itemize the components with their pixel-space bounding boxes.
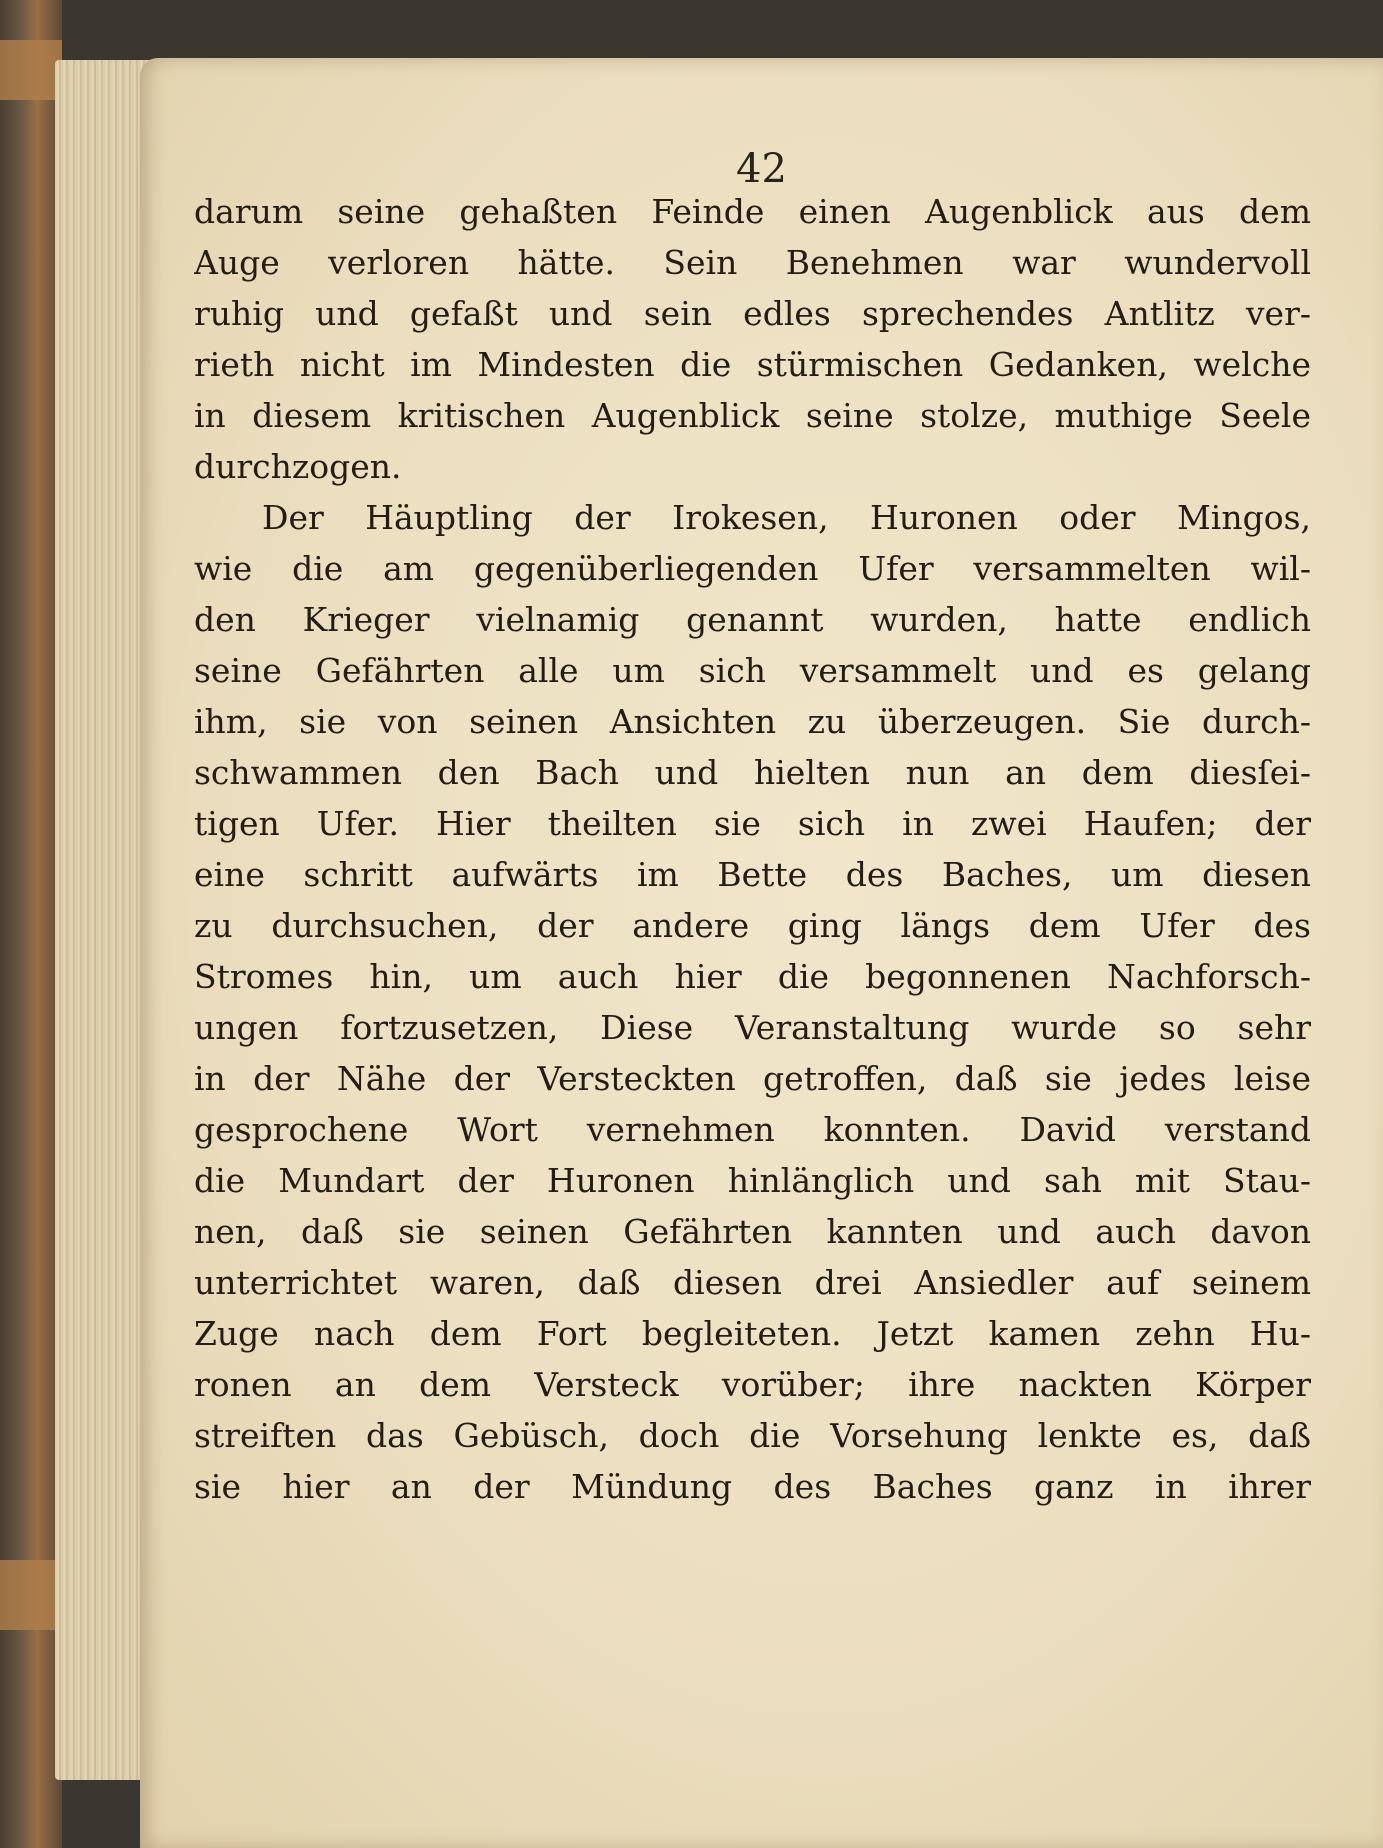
text-line: eine schritt aufwärts im Bette des Baches, um diesen [194,855,1311,894]
text-line: unterrichtet waren, daß diesen drei Ansiedler auf seinem [194,1263,1311,1302]
text-line: Zuge nach dem Fort begleiteten. Jetzt kamen zehn Hu- [194,1314,1311,1353]
text-line: ruhig und gefaßt und sein edles sprechendes Antlitz ver- [194,294,1311,333]
text-line: die Mundart der Huronen hinlänglich und sah mit Stau- [194,1161,1311,1200]
text-line: darum seine gehaßten Feinde einen Augenblick aus dem [194,192,1311,231]
text-line: ungen fortzusetzen, Diese Veranstaltung wurde so sehr [194,1008,1311,1047]
text-line: Stromes hin, um auch hier die begonnenen Nachforsch- [194,957,1311,996]
text-line: den Krieger vielnamig genannt wurden, hatte endlich [194,600,1311,639]
text-line: streiften das Gebüsch, doch die Vorsehung lenkte es, daß [194,1416,1311,1455]
body-text [194,186,1311,1512]
text-line: ronen an dem Versteck vorüber; ihre nackten Körper [194,1365,1311,1404]
text-line: zu durchsuchen, der andere ging längs dem Ufer des [194,906,1311,945]
binding-corner-top [0,40,62,100]
page-number: 42 [736,146,787,192]
paragraph-start-line: Der Häuptling der Irokesen, Huronen oder Mingos, [262,498,1311,537]
text-line: ihm, sie von seinen Ansichten zu überzeugen. Sie durch- [194,702,1311,741]
text-line: wie die am gegenüberliegenden Ufer versammelten wil- [194,549,1311,588]
text-line: seine Gefährten alle um sich versammelt und es gelang [194,651,1311,690]
text-line: Auge verloren hätte. Sein Benehmen war wundervoll [194,243,1311,282]
text-line: rieth nicht im Mindesten die stürmischen Gedanken, welche [194,345,1311,384]
text-line: schwammen den Bach und hielten nun an dem diesſei- [194,753,1311,792]
text-line: tigen Ufer. Hier theilten sie sich in zwei Haufen; der [194,804,1311,843]
text-line: durchzogen. [194,447,402,486]
text-line: nen, daß sie seinen Gefährten kannten und auch davon [194,1212,1311,1251]
binding-corner-bottom [0,1560,62,1630]
text-line: in der Nähe der Versteckten getroffen, daß sie jedes leise [194,1059,1311,1098]
text-line: in diesem kritischen Augenblick seine stolze, muthige Seele [194,396,1311,435]
text-line: sie hier an der Mündung des Baches ganz in ihrer [194,1467,1311,1506]
book-binding [0,0,62,1848]
text-line: gesprochene Wort vernehmen konnten. David verstand [194,1110,1311,1149]
